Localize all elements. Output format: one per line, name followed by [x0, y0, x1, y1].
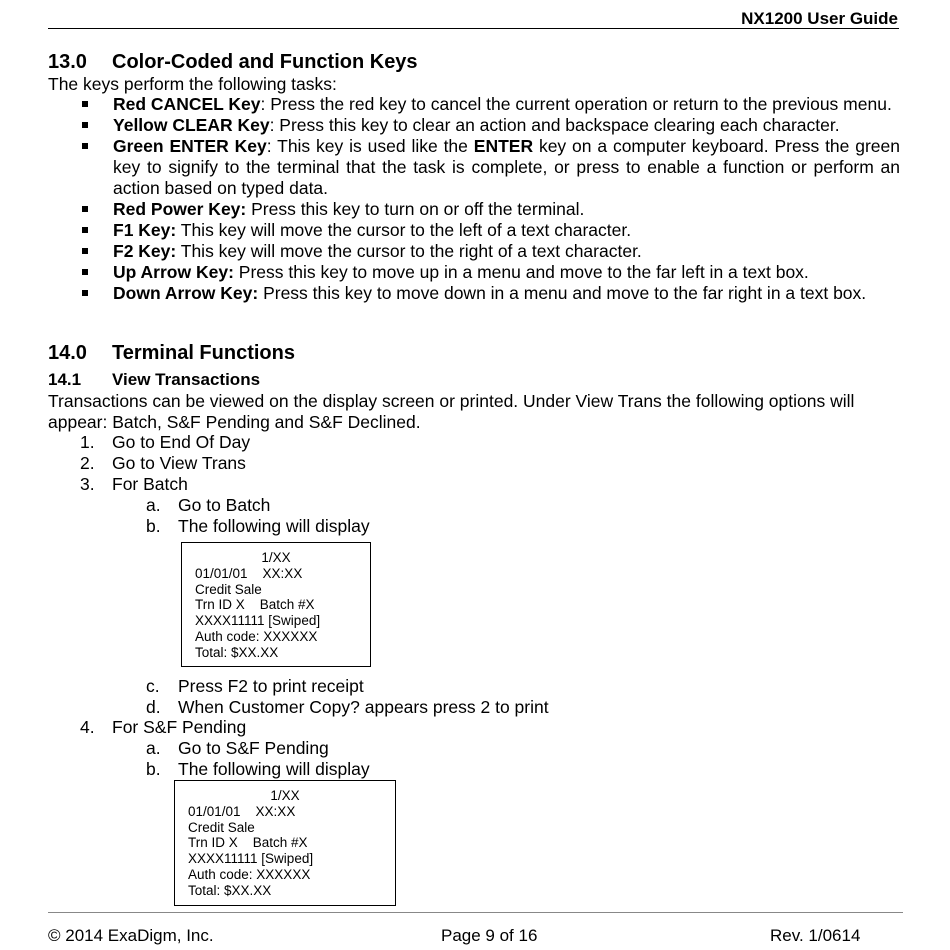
step-4 — [80, 717, 246, 738]
display-total: Total: $XX.XX — [188, 882, 272, 898]
substep-text: Go to Batch — [178, 495, 271, 515]
section-14-heading — [48, 341, 295, 365]
display-transaction-type: Credit Sale — [195, 581, 262, 597]
substep-letter: b. — [146, 516, 161, 536]
key-description: : Press this key to clear an action and backspace clearing each character. — [269, 115, 840, 135]
key-description: This key will move the cursor to the right of a text character. — [176, 241, 642, 261]
display-datetime: 01/01/01 XX:XX — [188, 803, 296, 819]
display-page-counter: 1/XX — [261, 550, 291, 565]
key-emphasis: ENTER — [473, 136, 534, 156]
key-list — [48, 94, 900, 304]
substep-text: Press F2 to print receipt — [178, 676, 364, 696]
substep-letter: b. — [146, 759, 161, 779]
key-name: Down Arrow Key: — [113, 283, 259, 303]
display-auth-code: Auth code: XXXXXX — [195, 628, 318, 644]
step-number: 4. — [80, 717, 95, 737]
subsection-number: 14.1 — [48, 370, 82, 389]
step-number: 1. — [80, 432, 95, 452]
display-page-counter: 1/XX — [270, 788, 300, 803]
header-title: NX1200 User Guide — [741, 9, 898, 28]
display-auth-code: Auth code: XXXXXX — [188, 866, 311, 882]
pending-substep-b — [146, 759, 370, 780]
bullet-icon — [82, 248, 88, 254]
key-description: This key will move the cursor to the left of a text character. — [176, 220, 632, 240]
bullet-icon — [82, 143, 88, 149]
display-total: Total: $XX.XX — [195, 644, 279, 660]
key-description: key on a computer keyboard. Press the green key to signify to the terminal that the task is complete, or press to enable a function or perform an action based on typed data. — [113, 136, 901, 198]
footer-copyright: © 2014 ExaDigm, Inc. — [48, 926, 214, 945]
step-text: For Batch — [112, 474, 188, 494]
batch-display-screen — [181, 542, 371, 667]
substep-letter: c. — [146, 676, 160, 696]
substep-text: Go to S&F Pending — [178, 738, 329, 758]
step-3 — [80, 474, 188, 495]
list-item — [48, 199, 900, 220]
section-title: Terminal Functions — [112, 342, 295, 364]
key-name: Up Arrow Key: — [113, 262, 234, 282]
key-description: : Press the red key to cancel the current operation or return to the previous menu. — [260, 94, 892, 114]
key-description: Press this key to turn on or off the terminal. — [246, 199, 585, 219]
list-item — [48, 241, 900, 262]
bullet-icon — [82, 206, 88, 212]
list-item — [48, 136, 900, 199]
substep-d — [146, 697, 549, 718]
substep-letter: d. — [146, 697, 161, 717]
substep-c — [146, 676, 364, 697]
section-number: 13.0 — [48, 51, 87, 73]
section-title: Color-Coded and Function Keys — [112, 51, 418, 73]
substep-b — [146, 516, 370, 537]
key-name: F1 Key: — [113, 220, 177, 240]
display-transaction-type: Credit Sale — [188, 819, 255, 835]
display-card: XXXX11111 [Swiped] — [188, 851, 314, 867]
header-rule — [48, 28, 899, 29]
footer-revision: Rev. 1/0614 — [770, 926, 861, 945]
display-trn-batch: Trn ID X Batch #X — [188, 835, 308, 851]
pending-display-screen — [174, 780, 396, 906]
step-text: Go to View Trans — [112, 453, 246, 473]
step-text: Go to End Of Day — [112, 432, 251, 452]
step-2 — [80, 453, 246, 474]
bullet-icon — [82, 269, 88, 275]
subsection-14-1-intro: Transactions can be viewed on the display screen or printed. Under View Trans the following options will appear: Batch, S&F Pending and S&F Declined. — [48, 391, 855, 432]
substep-text: The following will display — [178, 759, 370, 779]
display-datetime: 01/01/01 XX:XX — [195, 565, 303, 581]
step-1 — [80, 432, 250, 453]
substep-text: When Customer Copy? appears press 2 to print — [178, 697, 549, 717]
substep-letter: a. — [146, 495, 161, 515]
section-13-intro: The keys perform the following tasks: — [48, 74, 337, 94]
key-description: : This key is used like the — [266, 136, 474, 156]
footer-rule — [48, 912, 903, 913]
step-number: 2. — [80, 453, 95, 473]
bullet-icon — [82, 122, 88, 128]
display-card: XXXX11111 [Swiped] — [195, 613, 321, 629]
key-name: Green ENTER Key — [113, 136, 267, 156]
list-item — [48, 262, 900, 283]
subsection-14-1-heading — [48, 370, 260, 390]
bullet-icon — [82, 290, 88, 296]
pending-substep-a — [146, 738, 329, 759]
list-item — [48, 94, 900, 115]
key-description: Press this key to move down in a menu and move to the far right in a text box. — [258, 283, 867, 303]
bullet-icon — [82, 227, 88, 233]
step-text: For S&F Pending — [112, 717, 247, 737]
key-name: Red CANCEL Key — [113, 94, 261, 114]
substep-text: The following will display — [178, 516, 370, 536]
substep-a — [146, 495, 270, 516]
list-item — [48, 220, 900, 241]
key-name: F2 Key: — [113, 241, 177, 261]
footer-page-number: Page 9 of 16 — [441, 926, 538, 945]
substep-letter: a. — [146, 738, 161, 758]
list-item — [48, 115, 900, 136]
list-item — [48, 283, 900, 304]
key-name: Red Power Key: — [113, 199, 247, 219]
bullet-icon — [82, 101, 88, 107]
key-description: Press this key to move up in a menu and move to the far left in a text box. — [233, 262, 809, 282]
key-name: Yellow CLEAR Key — [113, 115, 270, 135]
section-13-heading — [48, 50, 418, 74]
display-trn-batch: Trn ID X Batch #X — [195, 597, 315, 613]
subsection-title: View Transactions — [112, 370, 261, 389]
section-number: 14.0 — [48, 342, 87, 364]
step-number: 3. — [80, 474, 95, 494]
